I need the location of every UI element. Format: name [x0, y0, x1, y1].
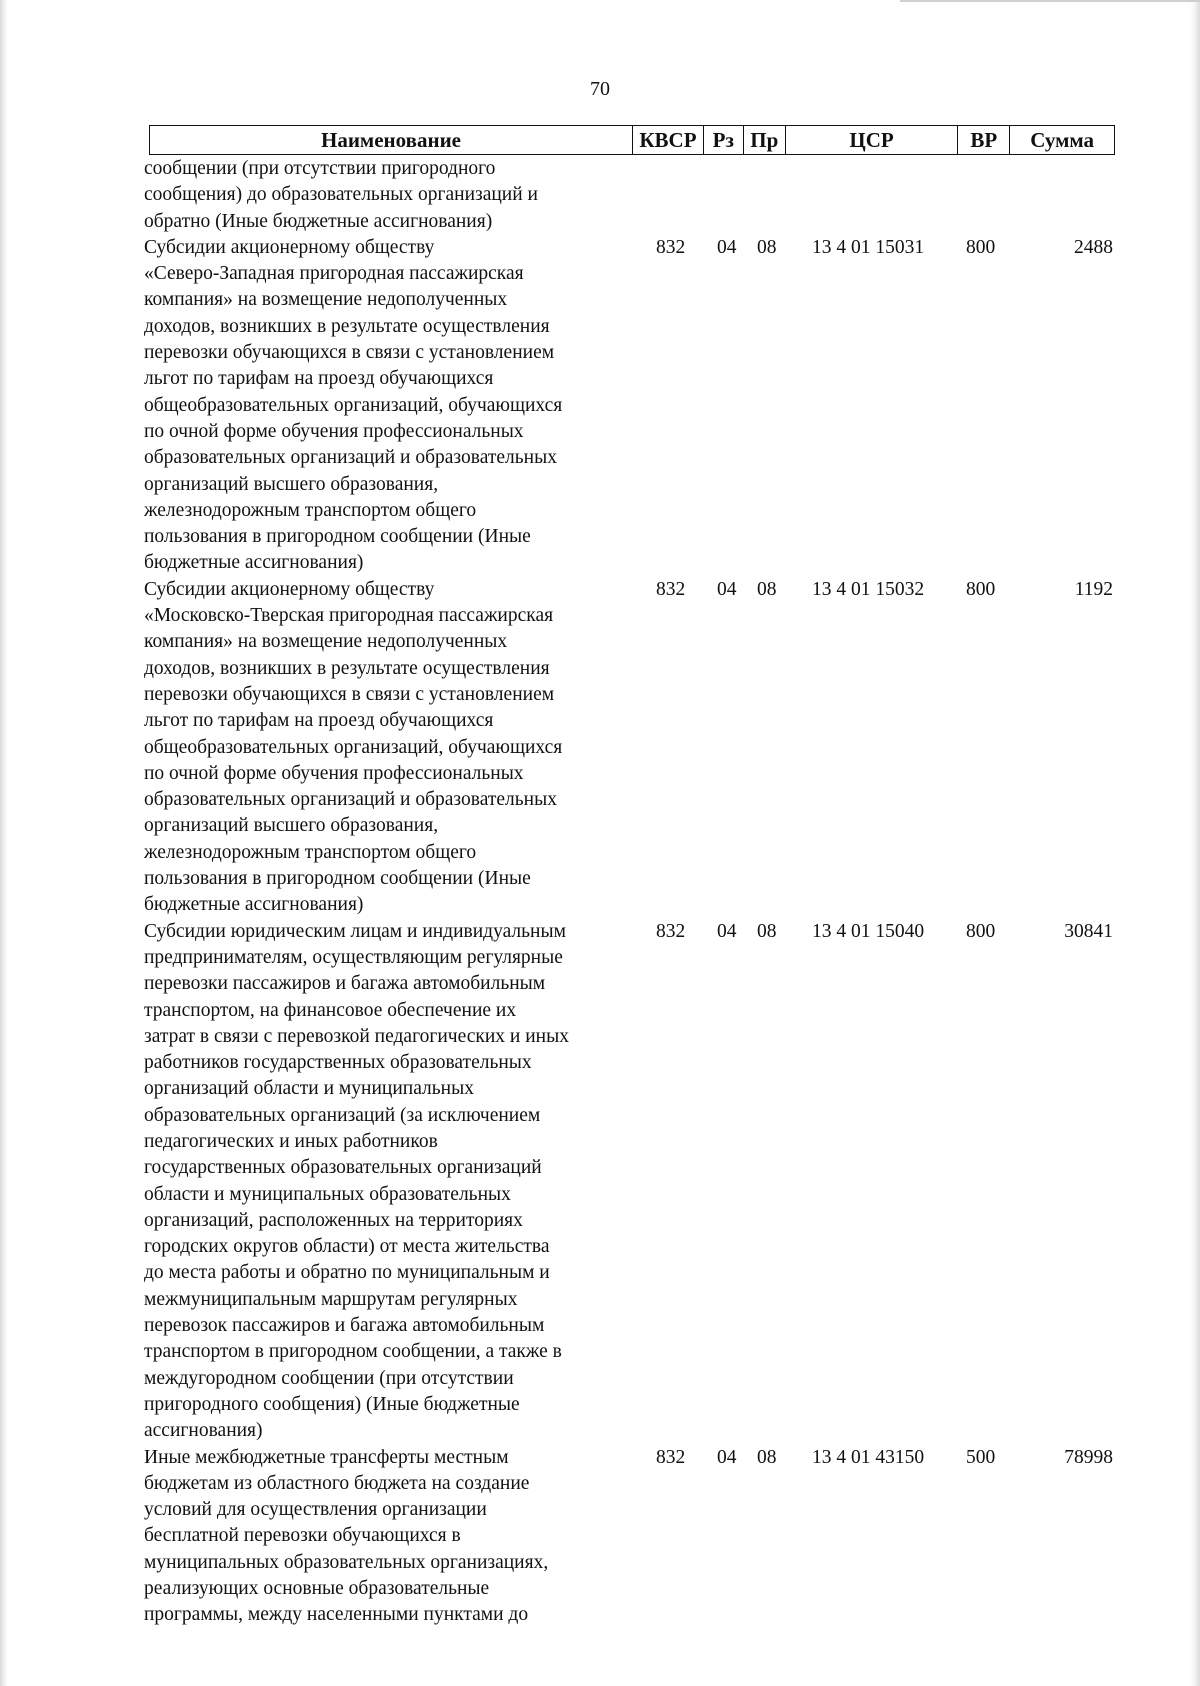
row-rz: 04 — [717, 1446, 737, 1468]
header-vr: ВР — [958, 126, 1010, 154]
header-sum: Сумма — [1030, 127, 1095, 152]
row-csr: 13 4 01 15031 — [812, 236, 925, 258]
row-pr: 08 — [757, 236, 777, 258]
row-pr: 08 — [757, 920, 777, 942]
table-row — [144, 156, 1119, 235]
row-rz: 04 — [717, 236, 737, 258]
table-header — [149, 125, 1115, 155]
row-csr: 13 4 01 43150 — [812, 1446, 925, 1468]
row-vr: 800 — [966, 236, 996, 258]
row-vr: 500 — [966, 1446, 996, 1468]
row-name: Субсидии юридическим лицам и индивидуальным предпринимателям, осуществляющим регулярные перевозки пассажиров и багажа автомобильным транспортом, на финансовое обеспечение их затрат в связи с перевозкой педагогических и иных работников государственных образовательных организаций области и муниципальных образовательных организаций (за исключением педагогических и иных работников государственных образовательных организаций области и муниципальных образовательных организаций, расположенных на территориях городских округов области) от места жительства до места работы и обратно по муниципальным и межмуниципальным маршрутам регулярных перевозок пассажиров и багажа автомобильным транспортом в пригородном сообщении, а также в междугородном сообщении (при отсутствии пригородного сообщения) (Иные бюджетные ассигнования) — [144, 920, 569, 1442]
row-sum: 78998 — [1064, 1446, 1113, 1468]
header-name: Наименование — [150, 126, 633, 154]
header-pr: Пр — [744, 126, 786, 154]
row-pr: 08 — [757, 578, 777, 600]
table-row — [144, 919, 1119, 1445]
row-rz: 04 — [717, 578, 737, 600]
table-row — [144, 235, 1119, 577]
scan-edge-right — [1190, 0, 1200, 1686]
row-sum: 2488 — [1074, 236, 1113, 258]
row-rz: 04 — [717, 920, 737, 942]
row-kvsr: 832 — [656, 236, 686, 258]
row-name: Субсидии акционерному обществу «Московско-Тверская пригородная пассажирская компания» на возмещение недополученных доходов, возникших в результате осуществления перевозки обучающихся в связи с установлением льгот по тарифам на проезд обучающихся общеобразовательных организаций, обучающихся по очной форме обучения профессиональных образовательных организаций и образовательных организаций высшего образования, железнодорожным транспортом общего пользования в пригородном сообщении (Иные бюджетные ассигнования) — [144, 578, 563, 916]
table-row — [144, 1445, 1119, 1629]
row-vr: 800 — [966, 920, 996, 942]
scan-edge-top — [900, 0, 1200, 2]
row-csr: 13 4 01 15040 — [812, 920, 925, 942]
scan-edge-left — [0, 0, 8, 1686]
row-vr: 800 — [966, 578, 996, 600]
row-sum: 1192 — [1074, 578, 1113, 600]
row-name: Иные межбюджетные трансферты местным бюджетам из областного бюджета на создание условий для осуществления организации бесплатной перевозки обучающихся в муниципальных образовательных организациях, реализующих основные образовательные программы, между населенными пунктами до — [144, 1446, 549, 1626]
row-name: Субсидии акционерному обществу «Северо-Западная пригородная пассажирская компания» на возмещение недополученных доходов, возникших в результате осуществления перевозки обучающихся в связи с установлением льгот по тарифам на проезд обучающихся общеобразовательных организаций, обучающихся по очной форме обучения профессиональных образовательных организаций и образовательных организаций высшего образования, железнодорожным транспортом общего пользования в пригородном сообщении (Иные бюджетные ассигнования) — [144, 236, 563, 574]
header-csr: ЦСР — [786, 126, 959, 154]
row-csr: 13 4 01 15032 — [812, 578, 925, 600]
header-kvsr: КВСР — [633, 126, 704, 154]
row-kvsr: 832 — [656, 578, 686, 600]
header-rz: Рз — [704, 126, 744, 154]
row-sum: 30841 — [1064, 920, 1113, 942]
row-kvsr: 832 — [656, 920, 686, 942]
page-number: 70 — [590, 78, 610, 100]
table-row — [144, 577, 1119, 919]
row-name: сообщении (при отсутствии пригородного сообщения) до образовательных организаций и обратно (Иные бюджетные ассигнования) — [144, 158, 538, 232]
row-pr: 08 — [757, 1446, 777, 1468]
row-kvsr: 832 — [656, 1446, 686, 1468]
table-body — [144, 156, 1119, 1629]
